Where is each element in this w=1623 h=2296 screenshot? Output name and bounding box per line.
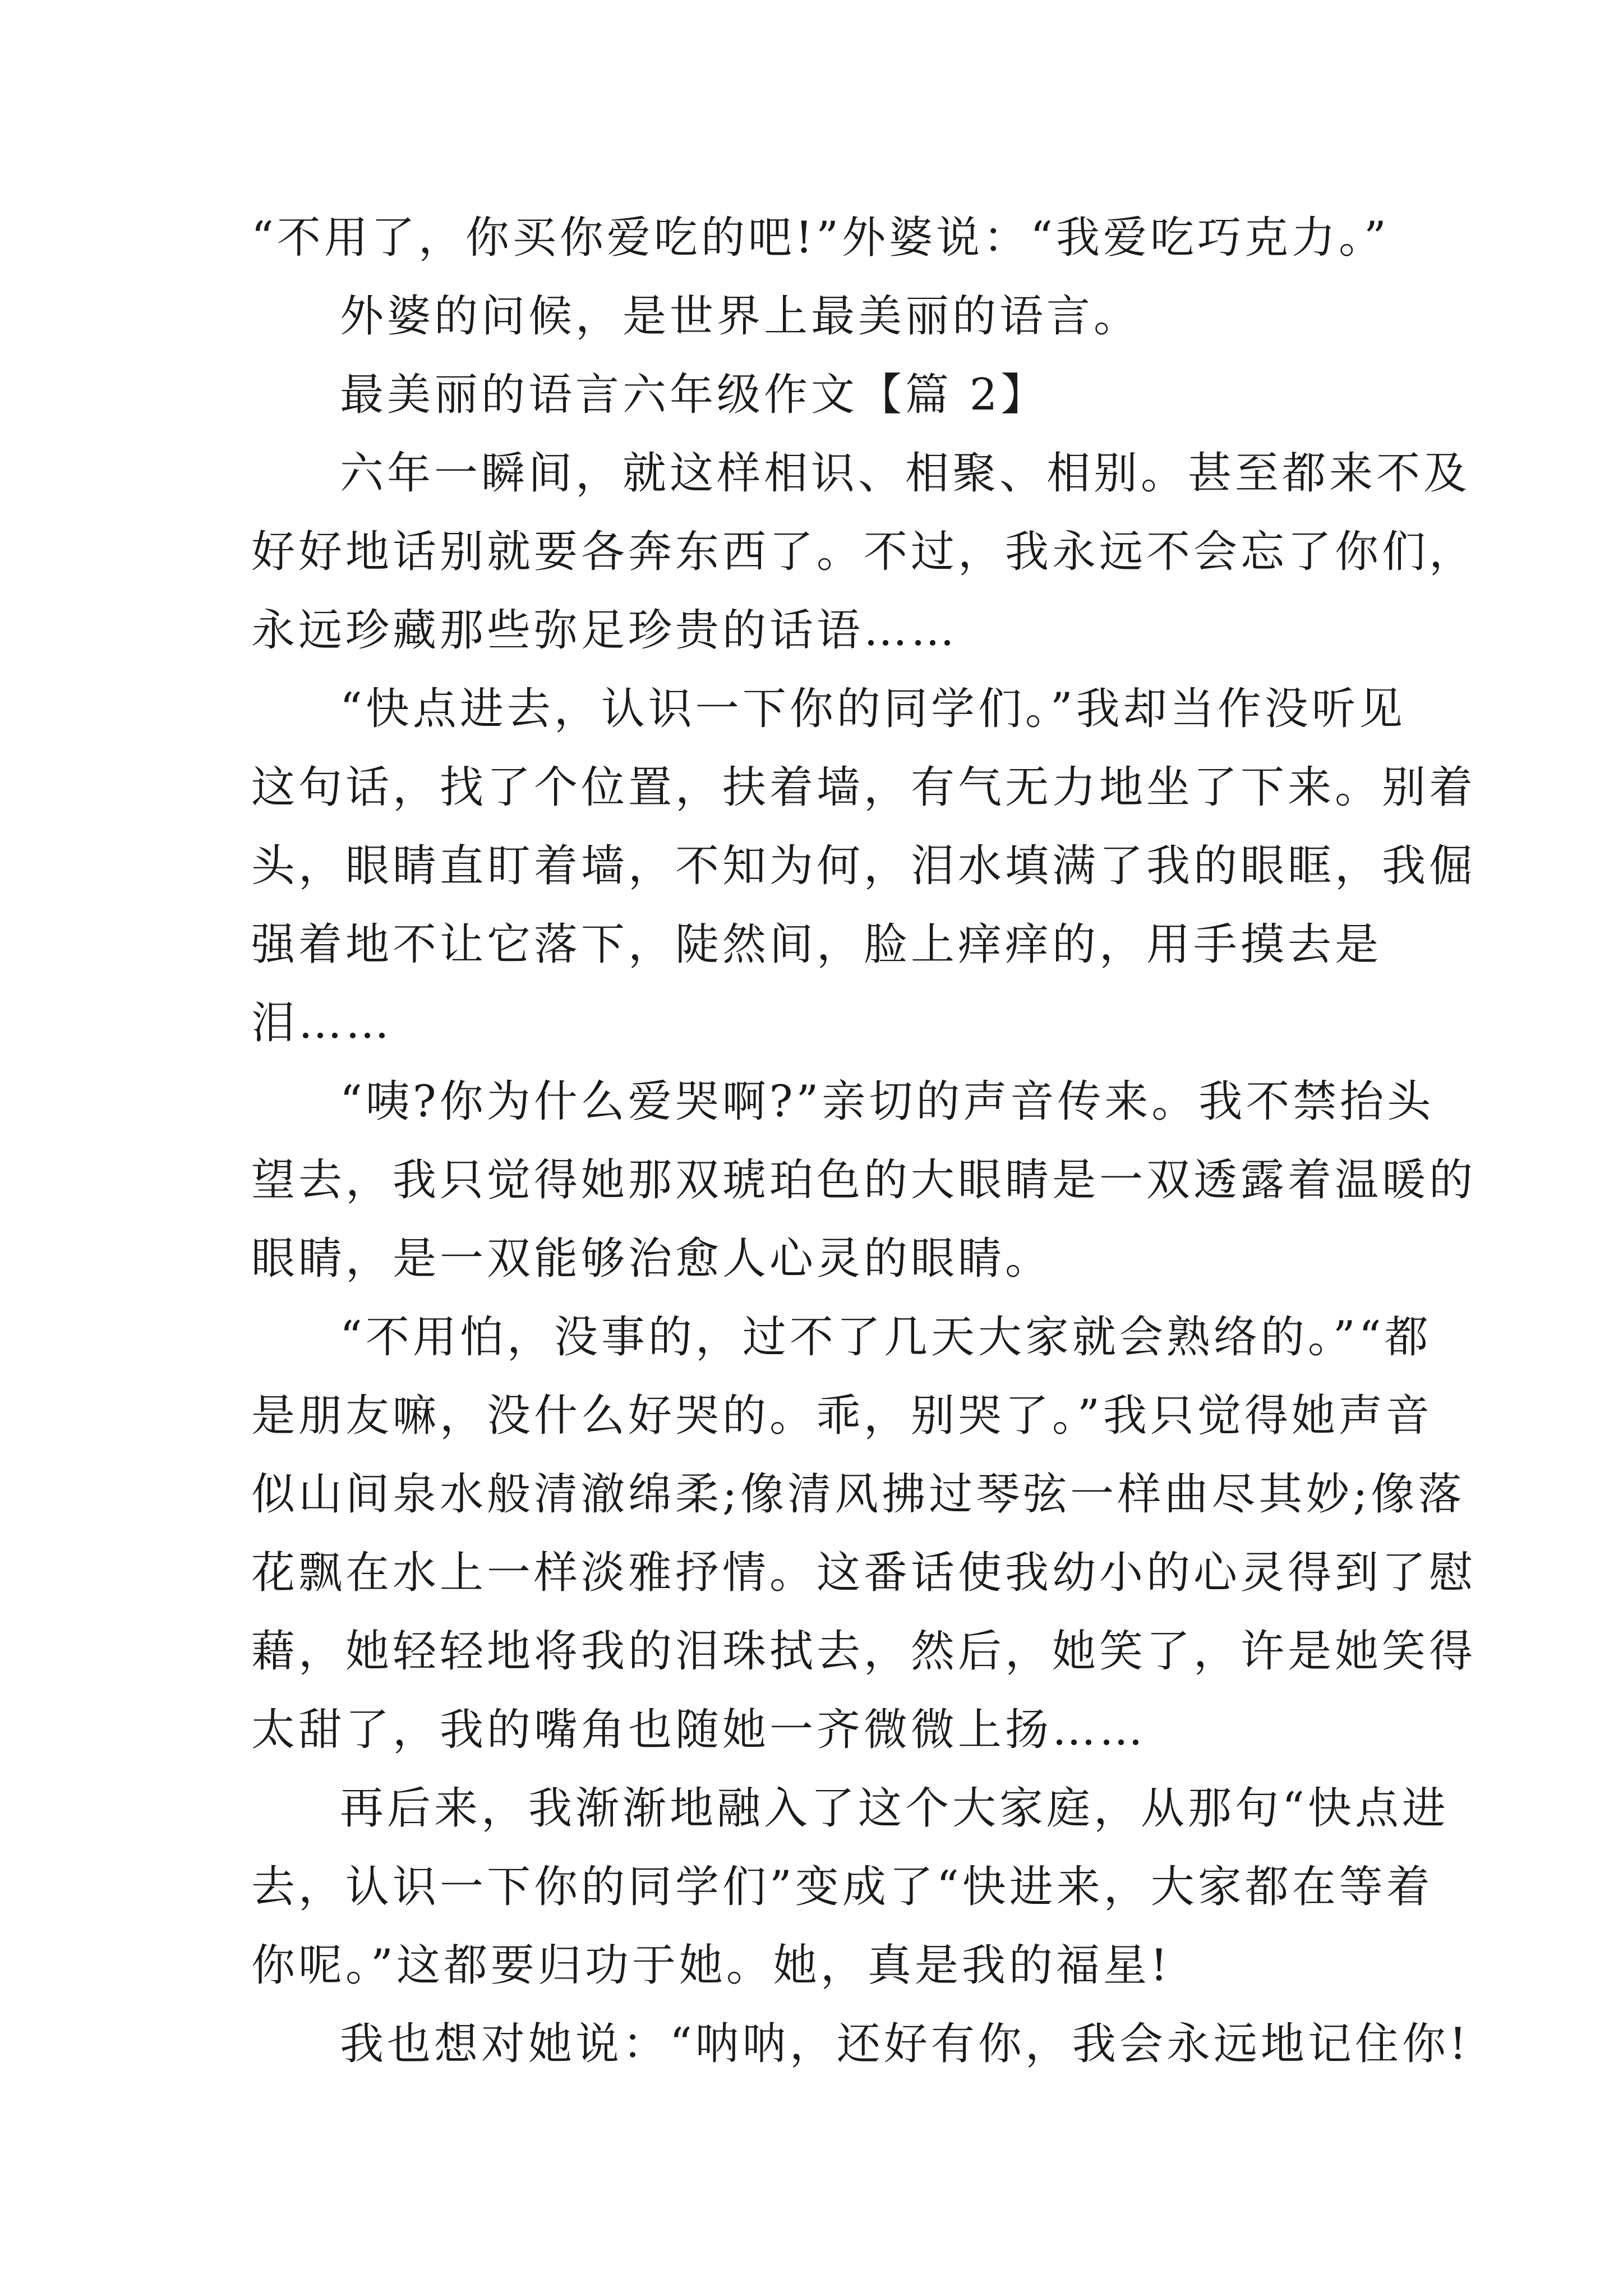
text-line: 这句话，找了个位置，扶着墙，有气无力地坐了下来。别着	[251, 762, 1477, 813]
text-line: 再后来，我渐渐地融入了这个大家庭，从那句“快点进	[340, 1783, 1449, 1834]
text-line: 永远珍藏那些弥足珍贵的话语……	[251, 605, 958, 656]
text-line: “快点进去，认识一下你的同学们。”我却当作没听见	[340, 684, 1406, 734]
text-line: 你呢。”这都要归功于她。她，真是我的福星!	[251, 1940, 1172, 1991]
text-line: 似山间泉水般清澈绵柔;像清风拂过琴弦一样曲尽其妙;像落	[251, 1469, 1465, 1520]
text-line: 好好地话别就要各奔东西了。不过，我永远不会忘了你们，	[251, 527, 1477, 577]
text-line: “不用了，你买你爱吃的吧!”外婆说：“我爱吃巧克力。”	[251, 213, 1390, 263]
text-line: 外婆的问候，是世界上最美丽的语言。	[340, 291, 1141, 342]
text-line: 太甜了，我的嘴角也随她一齐微微上扬……	[251, 1705, 1147, 1755]
text-line: 眼睛，是一双能够治愈人心灵的眼睛。	[251, 1234, 1053, 1284]
text-line: 去，认识一下你的同学们”变成了“快进来，大家都在等着	[251, 1862, 1433, 1912]
text-line: 是朋友嘛，没什么好哭的。乖，别哭了。”我只觉得她声音	[251, 1391, 1433, 1441]
text-line: 花飘在水上一样淡雅抒情。这番话使我幼小的心灵得到了慰	[251, 1548, 1477, 1598]
text-line: 强着地不让它落下，陡然间，脸上痒痒的，用手摸去是	[251, 919, 1382, 970]
section-heading: 最美丽的语言六年级作文【篇 2】	[340, 370, 1048, 420]
text-line: 六年一瞬间，就这样相识、相聚、相别。甚至都来不及	[340, 448, 1471, 499]
text-line: “咦?你为什么爱哭啊?”亲切的声音传来。我不禁抬头	[340, 1076, 1435, 1127]
text-line: 藉，她轻轻地将我的泪珠拭去，然后，她笑了，许是她笑得	[251, 1626, 1477, 1677]
text-line: “不用怕，没事的，过不了几天大家就会熟络的。”“都	[340, 1312, 1432, 1363]
text-line: 望去，我只觉得她那双琥珀色的大眼睛是一双透露着温暖的	[251, 1155, 1477, 1205]
text-line: 我也想对她说：“呐呐，还好有你，我会永远地记住你!	[340, 2019, 1470, 2069]
document-body	[251, 199, 1477, 2083]
text-line: 头，眼睛直盯着墙，不知为何，泪水填满了我的眼眶，我倔	[251, 841, 1477, 891]
text-line: 泪……	[251, 998, 393, 1048]
